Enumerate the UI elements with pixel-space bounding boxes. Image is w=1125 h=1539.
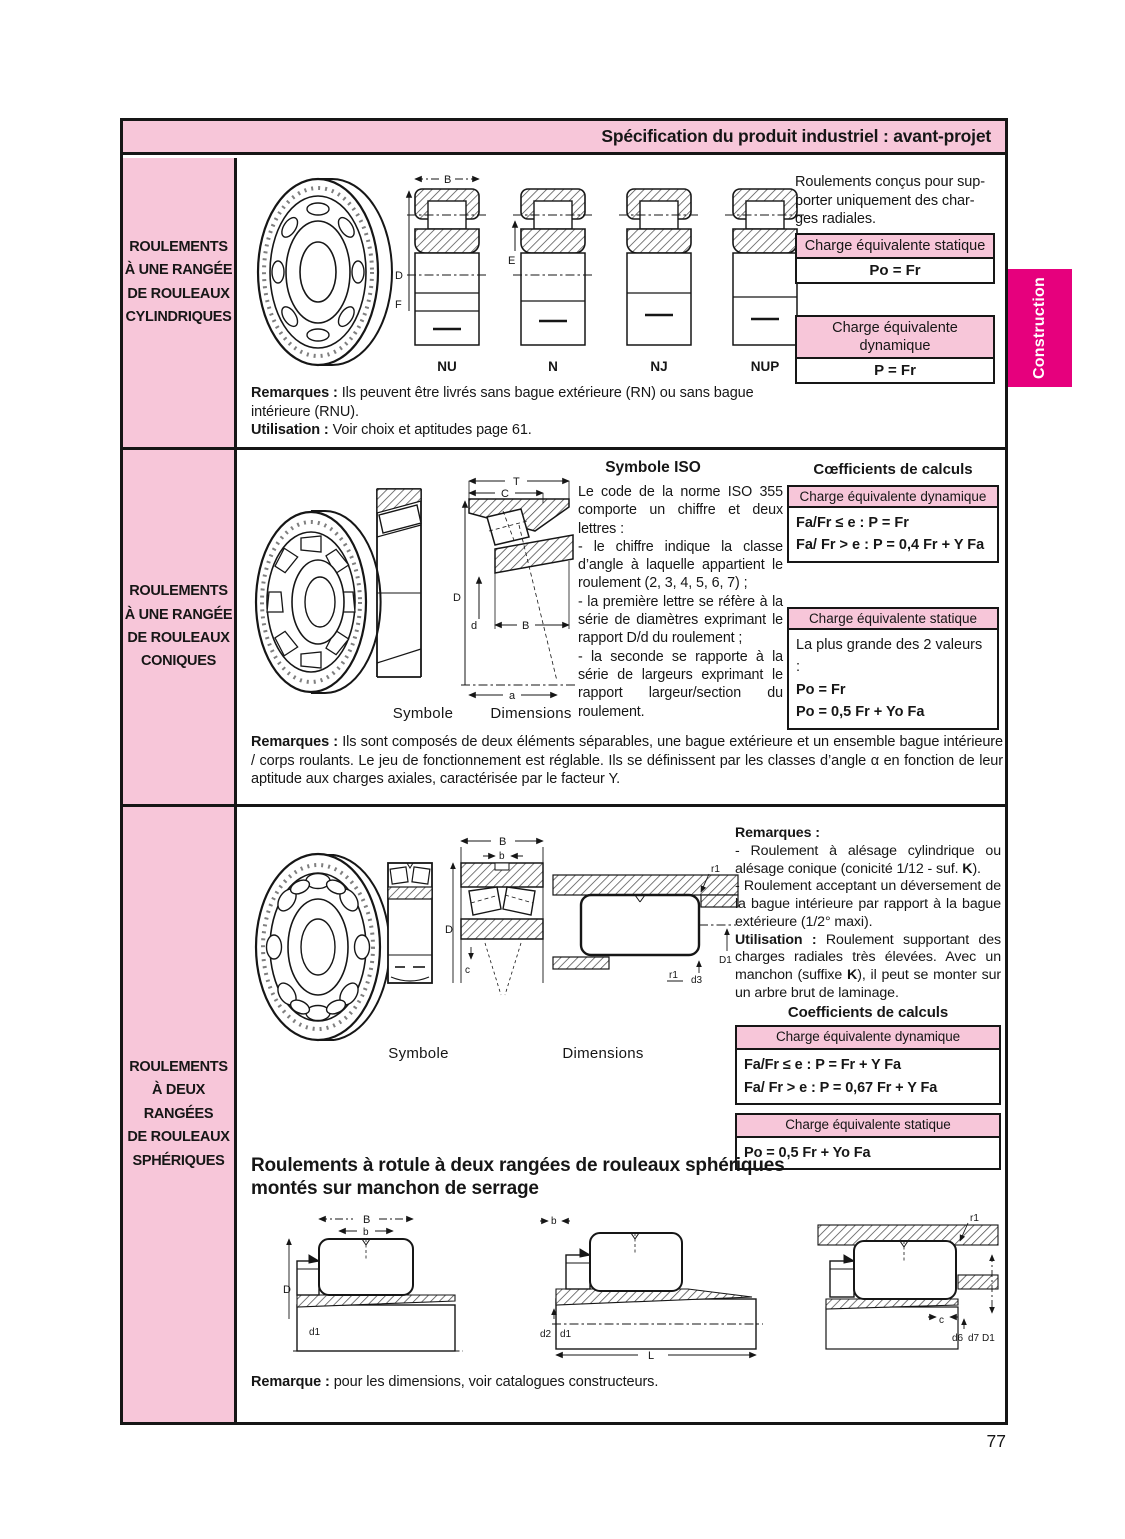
box-body: Po = 0,5 Fr + Yo Fa	[735, 1138, 1001, 1170]
box-body: Fa/Fr ≤ e : P = Fr Fa/ Fr > e : P = 0,4 Fr + Y Fa	[787, 508, 999, 563]
static-load-box-1	[795, 233, 995, 284]
box-body: La plus grande des 2 valeurs : Po = Fr Po = 0,5 Fr + Yo Fa	[787, 630, 999, 730]
dim-label-B: B	[499, 836, 507, 848]
dim-label-r1: r1	[970, 1213, 979, 1224]
sidebar-label-cylindriques: ROULEMENTS À UNE RANGÉE DE ROULEAUX CYLINDRIQUES	[124, 238, 233, 325]
bearing-type-n: N	[548, 359, 558, 374]
page-title: Spécification du produit industriel : avant-projet	[601, 126, 991, 146]
dim-label-B: B	[363, 1214, 371, 1226]
caption-dimensions: Dimensions	[490, 705, 572, 722]
dim-label-d1: d1	[560, 1329, 572, 1340]
remarks-heading: Remarques :	[735, 825, 820, 841]
box-formula: Po = Fr	[869, 262, 921, 280]
dim-label-r1: r1	[711, 864, 720, 875]
construction-tab-label: Construction	[1031, 277, 1048, 379]
sleeve-mount-drawing-1	[283, 1211, 473, 1361]
row-separator-2	[123, 804, 1005, 807]
box-header: Charge équivalente statique	[787, 607, 999, 630]
dim-label-d3: d3	[691, 975, 703, 986]
dim-label-D: D	[445, 924, 453, 936]
bearing-type-nup: NUP	[750, 359, 780, 374]
dim-label-r1-bottom: r1	[669, 970, 678, 981]
box-header: Charge équivalente dynamique	[787, 485, 999, 508]
heading-symbole-iso: Symbole ISO	[605, 459, 701, 476]
dim-label-d7: d7	[968, 1333, 980, 1344]
spherical-bearing-symbol-drawing	[385, 859, 435, 1019]
sidebar-label-coniques: ROULEMENTS À UNE RANGÉE DE ROULEAUX CONIQUES	[124, 583, 233, 670]
row-separator-1	[123, 447, 1005, 450]
spherical-bearing-section-drawing	[445, 833, 557, 1005]
dim-label-E: E	[508, 255, 516, 267]
construction-side-tab	[1008, 269, 1072, 387]
dim-label-c: c	[939, 1315, 944, 1326]
dim-label-T: T	[513, 476, 520, 488]
dim-label-c: c	[465, 965, 470, 976]
caption-symbole: Symbole	[392, 705, 454, 722]
dynamic-load-box-3	[735, 1025, 1001, 1105]
dim-label-B: B	[522, 620, 530, 632]
box-header: Charge équivalente dynamique	[797, 317, 993, 359]
dim-label-d6: d6	[952, 1333, 964, 1344]
utilisation-line: Utilisation : Roulement supportant des charges radiales très élevées. Avec un manchon (suffixe K), il peut se monter sur un arbre brut de laminage.	[735, 931, 1001, 1001]
dim-label-D: D	[453, 592, 461, 604]
caption-dimensions: Dimensions	[562, 1045, 644, 1062]
tapered-remarks: Remarques : Ils sont composés de deux éléments séparables, une bague extérieure et un ensemble bague intérieure / corps roulants. Le jeu de fonctionnement est réglable. Ils se définissent par les classes d’angle α en fonction de leur aptitude aux charges axiales, caractérisée par le facteur Y.	[251, 734, 1003, 788]
dim-label-b: b	[499, 851, 505, 862]
bottom-remark: Remarque : pour les dimensions, voir catalogues constructeurs.	[251, 1374, 659, 1390]
page-number: 77	[986, 1431, 1006, 1451]
iso-code-text: Le code de la norme ISO 355 comporte un chiffre et deux lettres : - le chiffre indique la classe d’angle à laquelle appartient le roulement (2, 3, 4, 5, 6, 7) ; - la première lettre se réfère à la série de diamètres exprimant le rapport D/d du roulement ; - la seconde se rapporte à la série de largeurs exprimant le rapport largeur/section du roulement.	[578, 484, 783, 720]
dim-label-d1: d1	[309, 1327, 321, 1338]
box-body: Fa/Fr ≤ e : P = Fr + Y Fa Fa/ Fr > e : P = 0,67 Fr + Y Fa	[735, 1050, 1001, 1105]
rotule-subheading: Roulements à rotule à deux rangées de rouleaux sphériques montés sur manchon de serrage	[251, 1155, 785, 1200]
dim-label-b: b	[551, 1216, 557, 1227]
dim-label-d: d	[471, 620, 478, 632]
dim-label-C: C	[501, 488, 509, 500]
cylindrical-bearing-sections-drawing	[385, 171, 805, 386]
spherical-remarks-column	[735, 825, 1001, 1170]
bearing-type-nj: NJ	[650, 359, 668, 374]
dim-label-b: b	[363, 1227, 369, 1238]
dim-label-D: D	[283, 1284, 291, 1296]
dynamic-load-box-2	[787, 485, 999, 563]
sleeve-mount-drawing-3	[818, 1211, 998, 1361]
box-header: Charge équivalente dynamique	[735, 1025, 1001, 1050]
bearing-type-nu: NU	[437, 359, 457, 374]
spherical-bearing-housing-drawing	[553, 863, 738, 985]
heading-coefficients-3: Coefficients de calculs	[787, 1003, 949, 1021]
dim-label-F: F	[395, 299, 402, 311]
dim-label-L: L	[648, 1350, 655, 1362]
box-header: Charge équivalente statique	[797, 235, 993, 259]
page-frame	[120, 118, 1008, 1425]
dim-label-D: D	[395, 270, 403, 282]
remark-line: - Roulement à alésage cylindrique ou alésage conique (conicité 1/12 - suf. K).	[735, 842, 1001, 877]
sleeve-mount-drawing-2	[538, 1211, 773, 1361]
page-title-bar	[123, 121, 1005, 155]
box-formula: P = Fr	[874, 362, 916, 380]
caption-symbole: Symbole	[388, 1045, 449, 1062]
tapered-bearing-symbol-and-dimensions-drawing	[369, 473, 579, 713]
dim-label-B: B	[444, 174, 452, 186]
cylindrical-remarks: Remarques : Ils peuvent être livrés sans bague extérieure (RN) ou sans bague intérieure (RNU). Utilisation : Voir choix et aptitudes page 61.	[251, 385, 754, 439]
static-load-box-2	[787, 607, 999, 730]
dim-label-a: a	[509, 690, 516, 702]
remark-line: - Roulement acceptant un déversement de la bague intérieure par rapport à la bague extérieure (1/2° maxi).	[735, 878, 1001, 930]
dim-label-d2: d2	[540, 1329, 552, 1340]
dynamic-load-box-1	[795, 315, 995, 384]
dim-label-D1: D1	[719, 955, 732, 966]
sidebar-label-spheriques: ROULEMENTS À DEUX RANGÉES DE ROULEAUX SPHÉRIQUES	[127, 1058, 230, 1169]
cylindrical-bearing-3d-drawing	[248, 169, 398, 374]
dim-label-D1: D1	[982, 1333, 995, 1344]
box-header: Charge équivalente statique	[735, 1113, 1001, 1138]
heading-coefficients: Cœfficients de calculs	[813, 461, 973, 478]
cylindrical-intro: Roulements conçus pour sup- porter uniquement des char- ges radiales.	[795, 174, 985, 228]
